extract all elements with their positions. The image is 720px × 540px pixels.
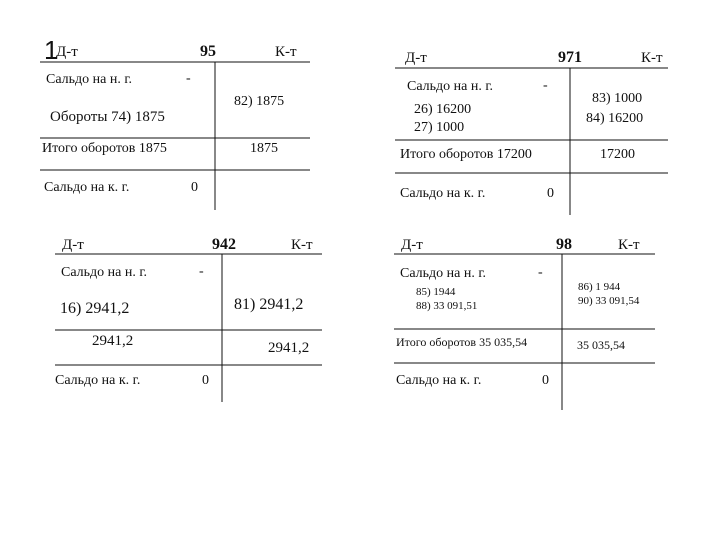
account-95-credit-label: К-т xyxy=(275,44,297,60)
account-98-debit-entry: 85) 1944 xyxy=(416,286,456,298)
account-98-closing-label: Сальдо на к. г. xyxy=(396,373,482,388)
account-98-number: 98 xyxy=(556,236,572,253)
account-942-closing-label: Сальдо на к. г. xyxy=(55,373,141,388)
account-942-opening-label: Сальдо на н. г. xyxy=(61,265,148,280)
account-971-debit-entry: 27) 1000 xyxy=(414,120,465,135)
account-971-closing-label: Сальдо на к. г. xyxy=(400,186,486,201)
account-98-opening-value: - xyxy=(538,265,543,280)
account-971-closing-value: 0 xyxy=(547,186,554,201)
account-971-credit-label: К-т xyxy=(641,50,663,66)
account-942-turnover-credit: 2941,2 xyxy=(268,340,310,356)
account-971-debit-label: Д-т xyxy=(405,50,427,66)
account-95-closing-value: 0 xyxy=(191,180,198,195)
account-98-turnover-credit: 35 035,54 xyxy=(577,338,625,352)
account-98-credit-entry: 90) 33 091,54 xyxy=(578,295,640,307)
account-971-opening-value: - xyxy=(543,78,548,93)
account-95-debit-entry: Обороты 74) 1875 xyxy=(50,109,165,125)
account-942-closing-value: 0 xyxy=(202,373,209,388)
account-98-turnover-label: Итого оборотов 35 035,54 xyxy=(396,335,528,349)
account-971-opening-label: Сальдо на н. г. xyxy=(407,79,494,94)
account-971-credit-entry: 83) 1000 xyxy=(592,91,643,106)
account-95-debit-label: Д-т xyxy=(56,44,78,60)
account-942-number: 942 xyxy=(212,236,236,253)
account-942-opening-value: - xyxy=(199,264,204,279)
account-942-credit-label: К-т xyxy=(291,237,313,253)
account-98-closing-value: 0 xyxy=(542,373,549,388)
account-98-opening-label: Сальдо на н. г. xyxy=(400,266,487,281)
account-942-credit-entry: 81) 2941,2 xyxy=(234,296,304,313)
account-971-turnover-label: Итого оборотов 17200 xyxy=(400,147,532,162)
account-971-debit-entry: 26) 16200 xyxy=(414,102,472,117)
account-98-debit-entry: 88) 33 091,51 xyxy=(416,300,478,312)
account-942-debit-entry: 16) 2941,2 xyxy=(60,300,130,317)
account-971-number: 971 xyxy=(558,49,582,66)
account-95-turnover-label: Итого оборотов 1875 xyxy=(42,141,167,156)
account-95-closing-label: Сальдо на к. г. xyxy=(44,180,130,195)
account-98-credit-entry: 86) 1 944 xyxy=(578,281,621,293)
slide-number: 1 xyxy=(44,35,59,65)
account-95-turnover-credit: 1875 xyxy=(250,141,278,156)
account-98-debit-label: Д-т xyxy=(401,237,423,253)
account-95-opening-value: - xyxy=(186,71,191,86)
account-95-credit-entry: 82) 1875 xyxy=(234,94,285,109)
account-971-turnover-credit: 17200 xyxy=(600,147,635,162)
account-95-number: 95 xyxy=(200,43,216,60)
account-942-debit-label: Д-т xyxy=(62,237,84,253)
account-971-credit-entry: 84) 16200 xyxy=(586,111,644,126)
account-98-credit-label: К-т xyxy=(618,237,640,253)
account-95-opening-label: Сальдо на н. г. xyxy=(46,72,133,87)
account-942-turnover-debit: 2941,2 xyxy=(92,333,134,349)
